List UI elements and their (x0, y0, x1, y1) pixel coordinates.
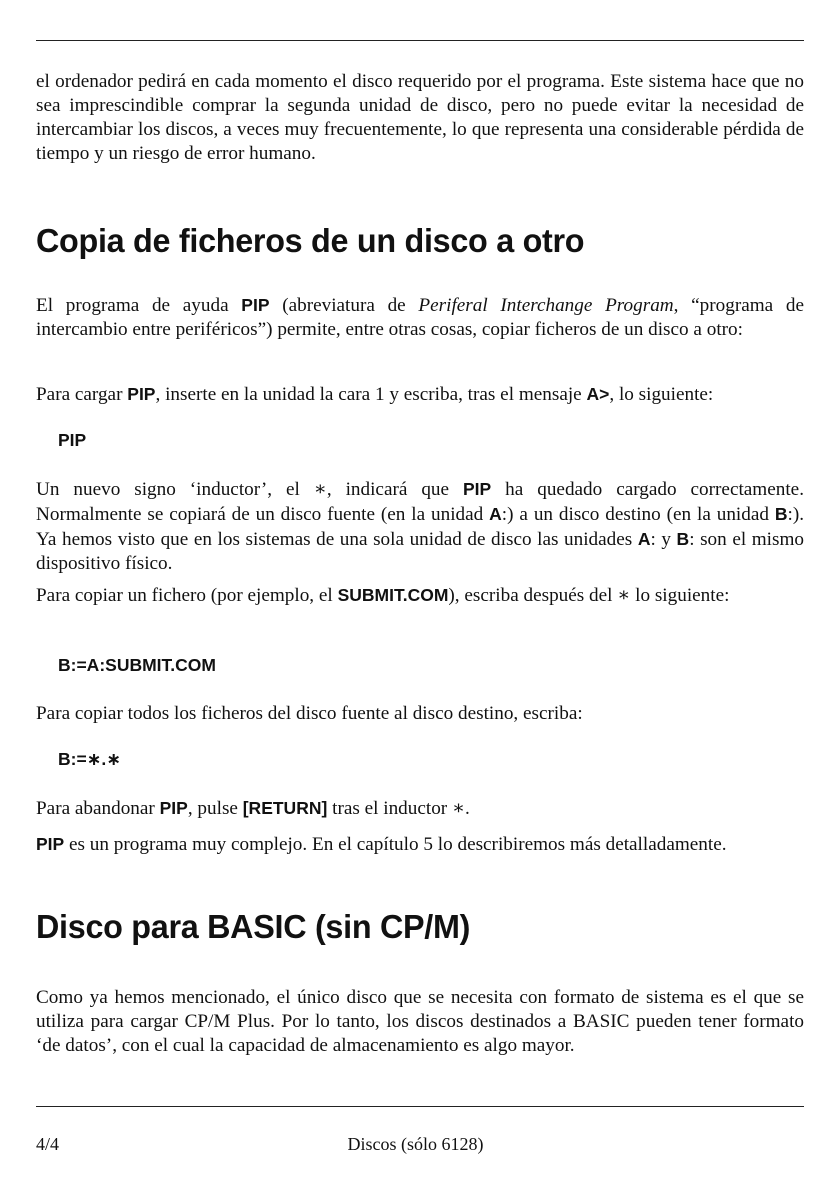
unit-term: B (774, 504, 788, 524)
text-run: es un programa muy complejo. En el capítulo 5 lo describiremos más detalladamente. (64, 834, 727, 855)
text-run: Para cargar (36, 384, 128, 405)
section1-p5-block (36, 702, 804, 726)
pip-term: PIP (241, 295, 270, 315)
pip-term: PIP (463, 479, 492, 499)
text-run: , “programa de intercambio entre periféricos”) permite, entre otras cosas, copiar ficheros de un disco a otro: (36, 295, 804, 340)
text-run: El programa de ayuda (36, 295, 242, 316)
italic-term: Periferal Interchange Program (418, 295, 674, 316)
unit-term: B (676, 529, 690, 549)
text-run: , lo siguiente: (609, 384, 714, 405)
section1-paragraph-3 (36, 477, 804, 576)
text-run: Para copiar un fichero (por ejemplo, el (36, 585, 338, 606)
section2-paragraph-1: Como ya hemos mencionado, el único disco que se necesita con formato de sistema es el que se utiliza para cargar CP/M Plus. Por lo tanto, los discos destinados a BASIC pueden tener formato ‘de datos’, con el cual la capacidad de almacenamiento es algo mayor. (36, 987, 804, 1056)
section1-paragraph-6 (36, 796, 804, 821)
text-run: Para abandonar (36, 798, 160, 819)
section1-paragraph-5: Para copiar todos los ficheros del disco fuente al disco destino, escriba: (36, 703, 583, 724)
text-run: ha quedado cargado correctamente. Normalmente se copiará de un disco fuente (en la unidad (36, 479, 804, 525)
top-rule (36, 40, 804, 41)
section1-paragraph-7 (36, 832, 804, 857)
command-copy-file: B:=A:SUBMIT.COM (58, 655, 216, 675)
bottom-rule (36, 1106, 804, 1107)
unit-term: A (489, 504, 502, 524)
command-pip: PIP (58, 430, 87, 450)
unit-term: A (637, 529, 651, 549)
text-run: (abreviatura de (269, 295, 419, 316)
running-footer-title: Discos (sólo 6128) (347, 1134, 484, 1154)
text-run: ), escriba después del ∗ lo siguiente: (448, 585, 730, 606)
section1-p3-block (36, 477, 804, 576)
prompt-term: A> (586, 384, 610, 404)
section2-p1-block (36, 986, 804, 1058)
text-run: :) a un disco destino (en la unidad (501, 504, 775, 525)
pip-term: PIP (127, 384, 156, 404)
text-run: , inserte en la unidad la cara 1 y escriba, tras el mensaje (155, 384, 587, 405)
pip-term: PIP (159, 798, 188, 818)
section1-paragraph-1 (36, 293, 804, 342)
text-run: tras el inductor ∗. (327, 798, 470, 819)
section1-p2-block (36, 382, 804, 407)
section1-p1-block (36, 293, 804, 342)
section1-p7-block (36, 832, 804, 857)
text-run: Un nuevo signo ‘inductor’, el ∗, indicará que (36, 479, 463, 500)
intro-paragraph: el ordenador pedirá en cada momento el disco requerido por el programa. Este sistema hace que no sea imprescindible comprar la segunda unidad de disco, pero no puede evitar la necesidad de intercambiar los discos, a veces muy frecuentemente, lo que representa una considerable pérdida de tiempo y un riesgo de error humano. (36, 71, 804, 164)
section1-p6-block (36, 796, 804, 821)
key-term: [RETURN] (242, 798, 328, 818)
intro-paragraph-block (36, 70, 804, 166)
text-run: : y (650, 529, 677, 550)
text-run: :). Ya hemos visto que en los sistemas de una sola unidad de disco las unidades (36, 504, 805, 550)
section1-p4-block (36, 583, 804, 608)
file-term: SUBMIT.COM (337, 585, 449, 605)
text-run: , pulse (187, 798, 243, 819)
pip-term: PIP (36, 834, 65, 854)
section1-paragraph-2 (36, 382, 804, 407)
page-number: 4/4 (36, 1134, 60, 1154)
section-heading-copia: Copia de ficheros de un disco a otro (36, 222, 585, 259)
command-copy-all: B:=∗.∗ (58, 749, 121, 769)
section1-paragraph-4 (36, 583, 804, 608)
text-run: : son el mismo dispositivo físico. (36, 529, 804, 574)
section-heading-basic: Disco para BASIC (sin CP/M) (36, 908, 471, 945)
